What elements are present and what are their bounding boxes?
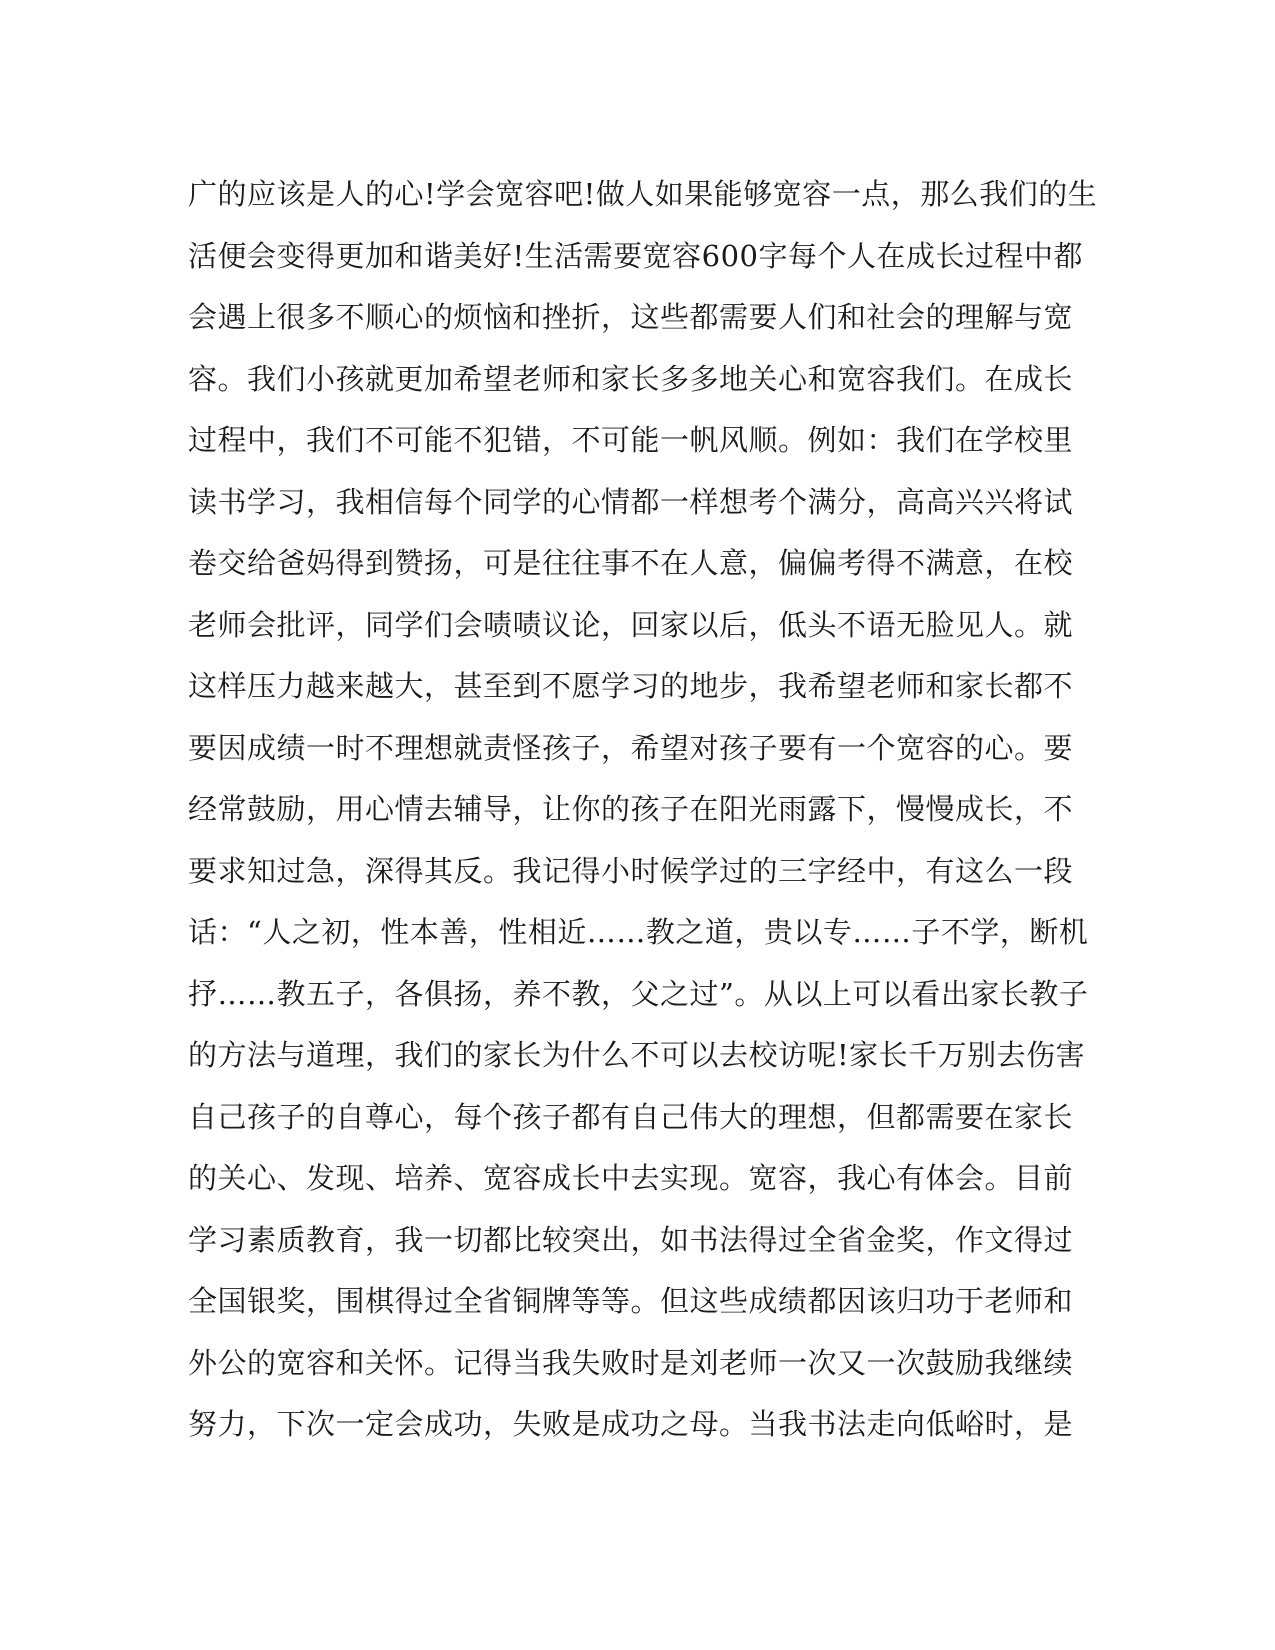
text-line-14: 抒……教五子，各俱扬，养不教，父之过”。从以上可以看出家长教子 (188, 976, 1089, 1011)
text-line-6: 读书学习，我相信每个同学的心情都一样想考个满分，高高兴兴将试 (188, 484, 1074, 519)
text-line-9: 这样压力越来越大，甚至到不愿学习的地步，我希望老师和家长都不 (188, 669, 1074, 703)
text-line-15: 的方法与道理，我们的家长为什么不可以去校访呢!家长千万别去伤害 (188, 1038, 1086, 1072)
text-line-16: 自己孩子的自尊心，每个孩子都有自己伟大的理想，但都需要在家长 (188, 1099, 1074, 1134)
text-line-4: 容。我们小孩就更加希望老师和家长多多地关心和宽容我们。在成长 (188, 361, 1074, 396)
text-line-5: 过程中，我们不可能不犯错，不可能一帆风顺。例如：我们在学校里 (188, 423, 1074, 457)
text-line-21: 努力，下次一定会成功，失败是成功之母。当我书法走向低峪时，是 (188, 1407, 1074, 1441)
text-line-18: 学习素质教育，我一切都比较突出，如书法得过全省金奖，作文得过 (188, 1222, 1074, 1257)
text-line-19: 全国银奖，围棋得过全省铜牌等等。但这些成绩都因该归功于老师和 (188, 1284, 1074, 1318)
text-line-10: 要因成绩一时不理想就责怪孩子，希望对孩子要有一个宽容的心。要 (188, 730, 1074, 765)
text-line-12: 要求知过急，深得其反。我记得小时候学过的三字经中，有这么一段 (188, 853, 1074, 888)
text-line-1: 广的应该是人的心!学会宽容吧!做人如果能够宽容一点，那么我们的生 (188, 177, 1098, 211)
text-line-3: 会遇上很多不顺心的烦恼和挫折，这些都需要人们和社会的理解与宽 (188, 300, 1074, 334)
text-line-8: 老师会批评，同学们会啧啧议论，回家以后，低头不语无脸见人。就 (188, 607, 1074, 642)
body-text (188, 164, 1098, 1456)
text-line-13: 话：“人之初，性本善，性相近……教之道，贵以专……子不学，断机 (188, 915, 1089, 949)
text-line-2: 活便会变得更加和谐美好!生活需要宽容600字每个人在成长过程中都 (188, 238, 1084, 273)
text-line-17: 的关心、发现、培养、宽容成长中去实现。宽容，我心有体会。目前 (188, 1161, 1074, 1195)
text-line-7: 卷交给爸妈得到赞扬，可是往往事不在人意，偏偏考得不满意，在校 (188, 546, 1074, 580)
text-line-11: 经常鼓励，用心情去辅导，让你的孩子在阳光雨露下，慢慢成长，不 (188, 792, 1074, 826)
text-line-20: 外公的宽容和关怀。记得当我失败时是刘老师一次又一次鼓励我继续 (188, 1345, 1074, 1380)
